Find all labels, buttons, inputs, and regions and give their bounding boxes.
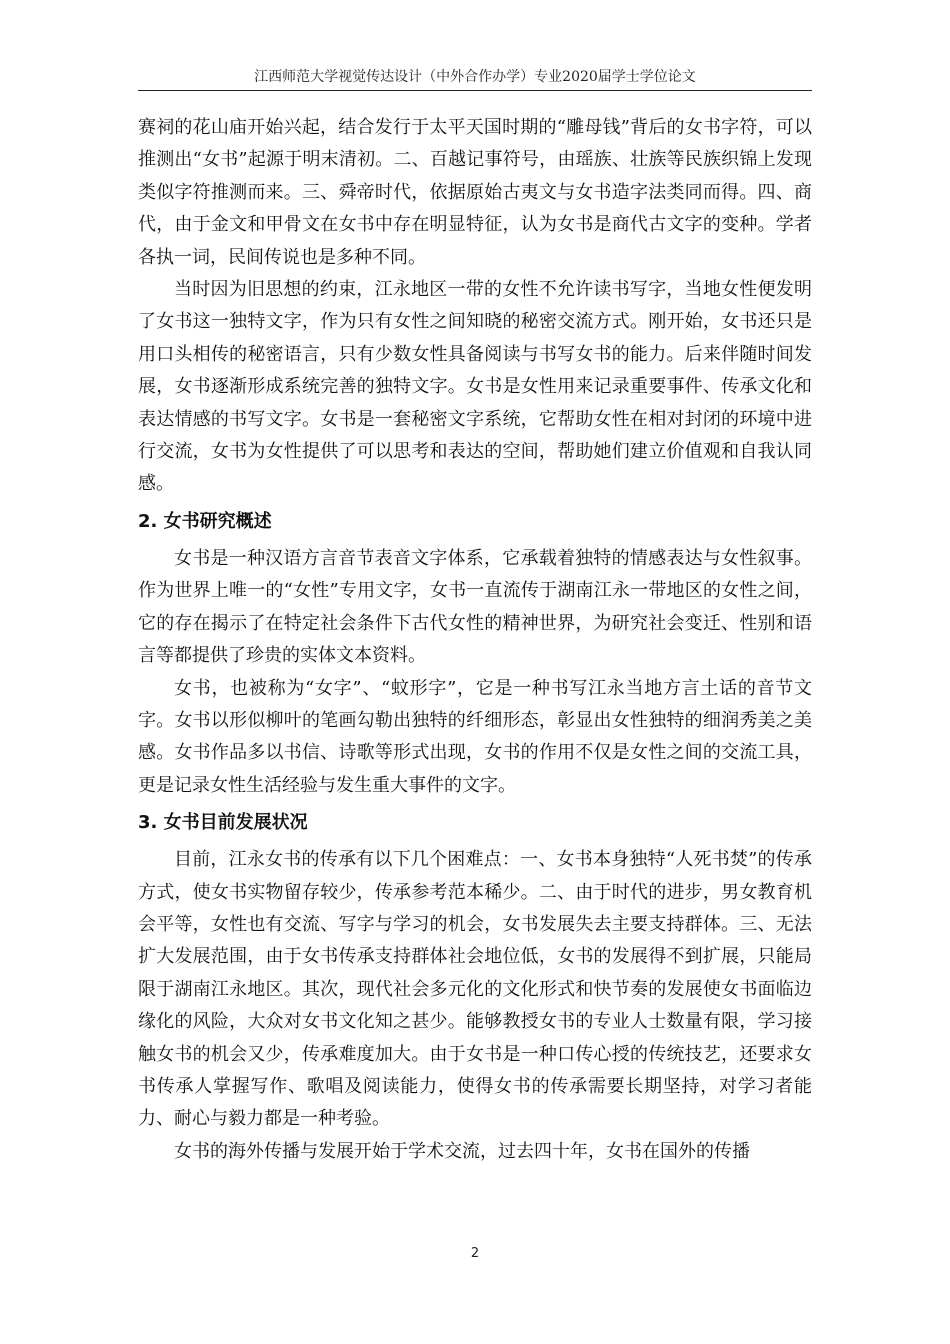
- body-paragraph: 女书是一种汉语方言音节表音文字体系，它承载着独特的情感表达与女性叙事。作为世界上唯一的“女性”专用文字，女书一直流传于湖南江永一带地区的女性之间，它的存在揭示了在特定社会条件下古代女性的精神世界，为研究社会变迁、性别和语言等都提供了珍贵的实体文本资料。: [138, 547, 812, 667]
- section-heading-2: 2. 女书研究概述: [138, 510, 272, 532]
- body-paragraph: 目前，江永女书的传承有以下几个困难点：一、女书本身独特“人死书焚”的传承方式，使女书实物留存较少，传承参考范本稀少。二、由于时代的进步，男女教育机会平等，女性也有交流、写字与学习的机会，女书发展失去主要支持群体。三、无法扩大发展范围，由于女书传承支持群体社会地位低，女书的发展得不到扩展，只能局限于湖南江永地区。其次，现代社会多元化的文化形式和快节奏的发展使女书面临边缘化的风险，大众对女书文化知之甚少。能够教授女书的专业人士数量有限，学习接触女书的机会又少，传承难度加大。由于女书是一种口传心授的传统技艺，还要求女书传承人掌握写作、歌唱及阅读能力，使得女书的传承需要长期坚持，对学习者能力、耐心与毅力都是一种考验。: [138, 849, 812, 1130]
- section-heading-3: 3. 女书目前发展状况: [138, 812, 308, 834]
- body-paragraph: 女书，也被称为“女字”、“蚊形字”，它是一种书写江永当地方言土话的音节文字。女书以形似柳叶的笔画勾勒出独特的纤细形态，彰显出女性独特的细润秀美之美感。女书作品多以书信、诗歌等形式出现，女书的作用不仅是女性之间的交流工具，更是记录女性生活经验与发生重大事件的文字。: [138, 677, 812, 796]
- running-header: 江西师范大学视觉传达设计（中外合作办学）专业2020届学士学位论文: [138, 66, 812, 91]
- body-paragraph-truncated: 女书的海外传播与发展开始于学术交流，过去四十年，女书在国外的传播: [174, 1140, 750, 1162]
- body-paragraph: 当时因为旧思想的约束，江永地区一带的女性不允许读书写字，当地女性便发明了女书这一独特文字，作为只有女性之间知晓的秘密交流方式。刚开始，女书还只是用口头相传的秘密语言，只有少数女性具备阅读与书写女书的能力。后来伴随时间发展，女书逐渐形成系统完善的独特文字。女书是女性用来记录重要事件、传承文化和表达情感的书写文字。女书是一套秘密文字系统，它帮助女性在相对封闭的环境中进行交流，女书为女性提供了可以思考和表达的空间，帮助她们建立价值观和自我认同感。: [138, 279, 812, 495]
- page-body: [138, 112, 812, 1168]
- body-paragraph-continued: 赛祠的花山庙开始兴起，结合发行于太平天国时期的“雕母钱”背后的女书字符，可以推测出“女书”起源于明末清初。二、百越记事符号，由瑶族、壮族等民族织锦上发现类似字符推测而来。三、舜帝时代，依据原始古夷文与女书造字法类同而得。四、商代，由于金文和甲骨文在女书中存在明显特征，认为女书是商代古文字的变种。学者各执一词，民间传说也是多种不同。: [138, 117, 812, 268]
- page-number: 2: [470, 1246, 480, 1261]
